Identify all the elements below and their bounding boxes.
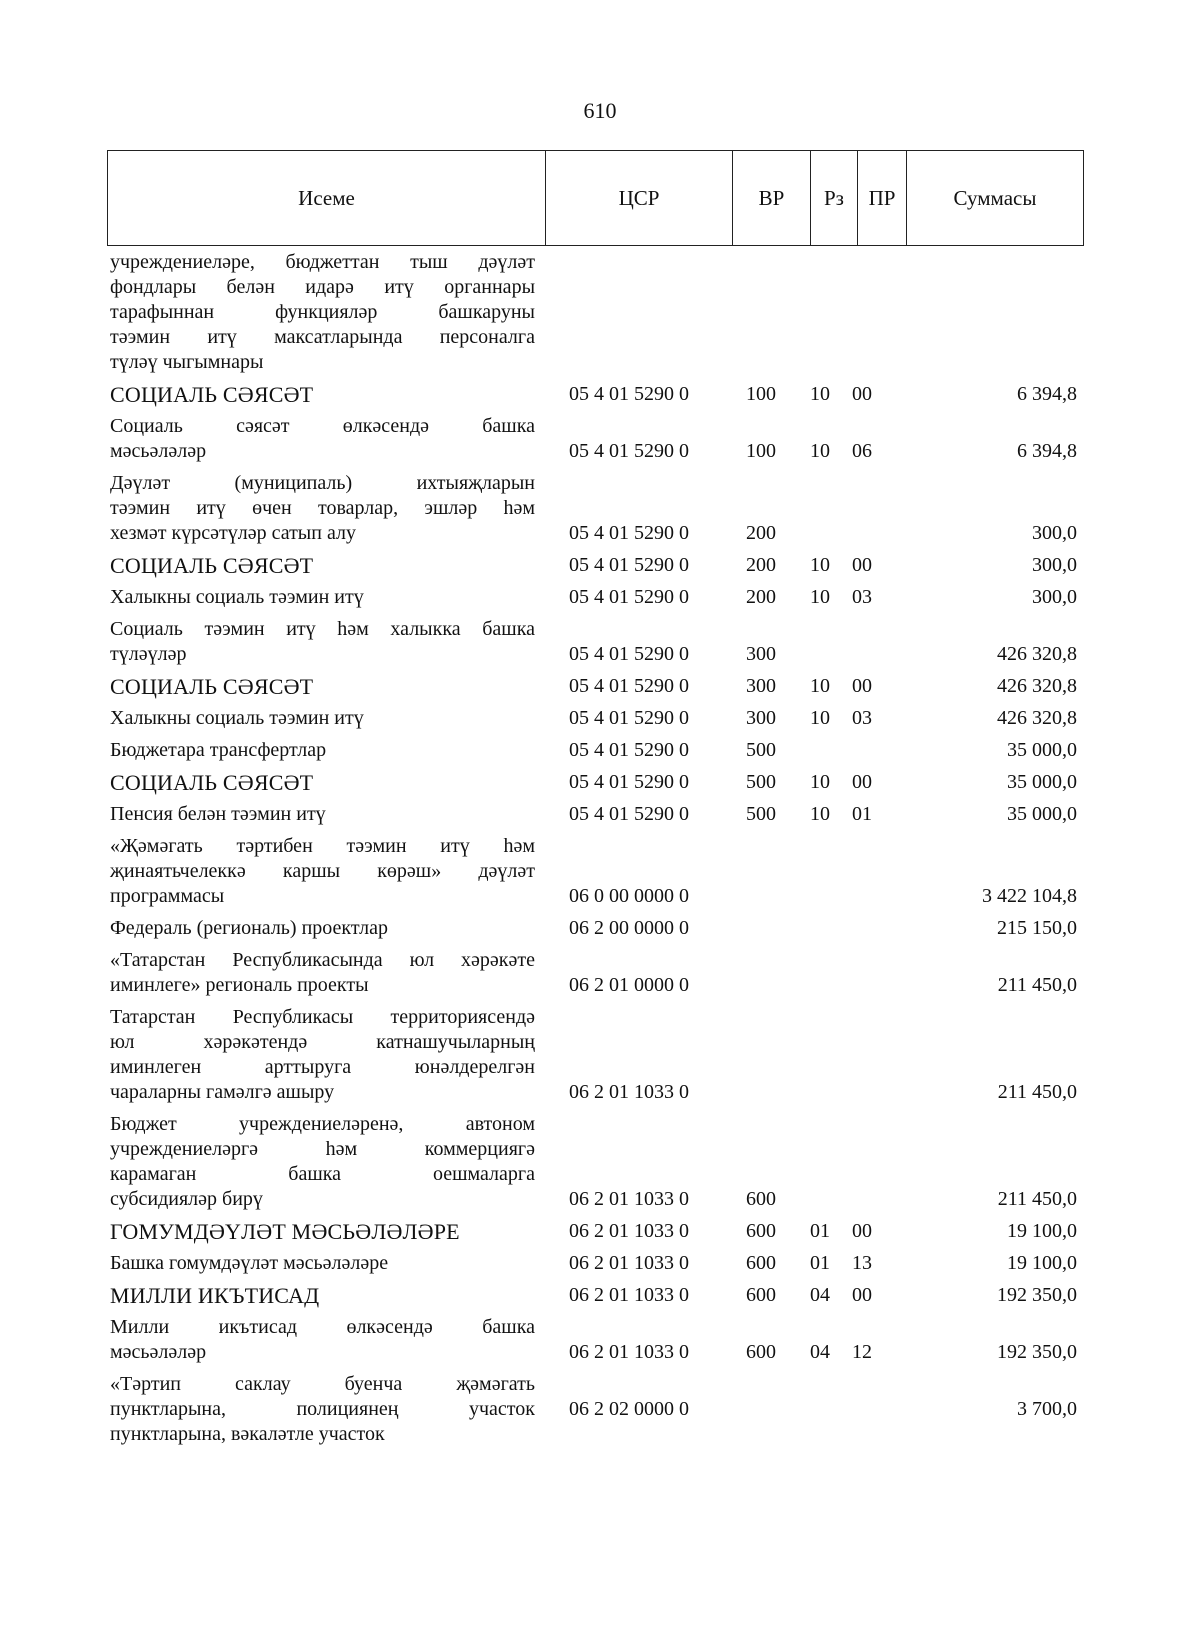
row-vr (718, 909, 788, 941)
row-sum: 6 394,8 (1017, 383, 1077, 405)
row-rz: 10 (810, 586, 830, 608)
row-csr: 06 2 00 0000 0 (569, 917, 689, 939)
row-name-line: пунктларына, вәкаләтле участок (110, 1423, 385, 1445)
row-csr: 06 2 02 0000 0 (569, 1398, 689, 1420)
row-rz: 10 (810, 707, 830, 729)
row-pr: 00 (852, 383, 872, 405)
table-row (110, 998, 1085, 1105)
row-rz: 01 (810, 1252, 830, 1274)
row-csr: 05 4 01 5290 0 (569, 440, 689, 462)
row-csr: 05 4 01 5290 0 (569, 383, 689, 405)
row-name (110, 795, 535, 827)
row-name-line: иминлеге» региональ проекты (110, 974, 369, 996)
header-rz: Рз (811, 151, 858, 246)
table-row (110, 909, 1085, 941)
row-name (110, 1365, 535, 1447)
row-csr: 06 2 01 1033 0 (569, 1341, 689, 1363)
row-name-line: түләүләр (110, 643, 187, 665)
row-rz (788, 610, 838, 667)
table-header (107, 150, 1084, 246)
table-row (110, 795, 1085, 827)
table-row (110, 667, 1085, 699)
row-name-line: чараларны гамәлгә ашыру (110, 1081, 335, 1103)
row-name-line: карамаган башка оешмаларга (110, 1163, 535, 1185)
row-name-line: җинаятьчелеккә каршы көрәш» дәүләт (110, 860, 535, 882)
row-pr (838, 1105, 900, 1212)
row-name-line: иминлеген арттыруга юнәлдерелгән (110, 1056, 535, 1078)
row-name-line: СОЦИАЛЬ СӘЯСӘТ (110, 770, 314, 795)
row-rz (788, 909, 838, 941)
table-row (110, 731, 1085, 763)
row-name-line: түләү чыгымнары (110, 351, 264, 373)
row-rz (788, 827, 838, 909)
row-name-line: Пенсия белән тәэмин итү (110, 803, 326, 825)
table-row (110, 1308, 1085, 1365)
row-csr: 06 2 01 1033 0 (569, 1284, 689, 1306)
row-name (110, 667, 535, 699)
row-sum: 192 350,0 (997, 1284, 1077, 1306)
row-sum: 3 700,0 (1017, 1398, 1077, 1420)
row-pr: 13 (852, 1252, 872, 1274)
row-sum: 426 320,8 (997, 707, 1077, 729)
row-rz (788, 1105, 838, 1212)
table-row (110, 1212, 1085, 1244)
row-name (110, 827, 535, 909)
row-sum: 211 450,0 (997, 974, 1077, 996)
row-sum: 215 150,0 (997, 917, 1077, 939)
row-name-line: Башка гомумдәүләт мәсьәләләре (110, 1252, 389, 1274)
row-name-line: тәэмин итү өчен товарлар, эшләр һәм (110, 497, 535, 519)
row-pr (838, 941, 900, 998)
row-vr: 100 (746, 383, 776, 405)
row-vr: 300 (746, 643, 776, 665)
page-number: 610 (583, 98, 617, 123)
row-pr (838, 610, 900, 667)
row-name-line: Социаль сәясәт өлкәсендә башка (110, 415, 535, 437)
row-pr (838, 1365, 900, 1447)
row-pr (838, 250, 900, 375)
row-sum: 35 000,0 (1007, 739, 1077, 761)
table-row (110, 250, 1085, 375)
row-name (110, 731, 535, 763)
row-csr: 05 4 01 5290 0 (569, 739, 689, 761)
table-row (110, 1105, 1085, 1212)
row-vr: 200 (746, 586, 776, 608)
row-csr: 05 4 01 5290 0 (569, 675, 689, 697)
row-vr: 300 (746, 707, 776, 729)
row-sum: 6 394,8 (1017, 440, 1077, 462)
row-pr: 06 (852, 440, 872, 462)
row-sum: 35 000,0 (1007, 771, 1077, 793)
table-row (110, 1276, 1085, 1308)
row-csr: 05 4 01 5290 0 (569, 803, 689, 825)
row-vr: 100 (746, 440, 776, 462)
row-name-line: Дәүләт (муниципаль) ихтыяҗларын (110, 472, 535, 494)
row-rz: 01 (810, 1220, 830, 1242)
row-rz: 10 (810, 554, 830, 576)
row-csr: 05 4 01 5290 0 (569, 554, 689, 576)
row-vr: 600 (746, 1220, 776, 1242)
row-csr: 05 4 01 5290 0 (569, 522, 689, 544)
row-pr: 01 (852, 803, 872, 825)
row-name (110, 1276, 535, 1308)
row-sum: 192 350,0 (997, 1341, 1077, 1363)
row-pr: 12 (852, 1341, 872, 1363)
header-sum: Суммасы (907, 151, 1084, 246)
row-pr: 00 (852, 1220, 872, 1242)
table-row (110, 827, 1085, 909)
row-sum: 3 422 104,8 (982, 885, 1077, 907)
row-pr: 00 (852, 1284, 872, 1306)
row-pr (838, 827, 900, 909)
row-name-line: субсидияләр бирү (110, 1188, 263, 1210)
row-name (110, 375, 535, 407)
row-pr (838, 909, 900, 941)
row-rz (788, 464, 838, 546)
table-row (110, 375, 1085, 407)
row-csr: 05 4 01 5290 0 (569, 707, 689, 729)
row-name-line: Татарстан Республикасы территориясендә (110, 1006, 535, 1028)
row-rz: 04 (810, 1341, 830, 1363)
row-csr: 06 2 01 1033 0 (569, 1220, 689, 1242)
row-vr: 600 (746, 1188, 776, 1210)
row-name-line: пунктларына, полициянең участок (110, 1398, 535, 1420)
header-name: Исеме (108, 151, 546, 246)
row-vr: 600 (746, 1341, 776, 1363)
row-rz (788, 941, 838, 998)
row-name-line: Милли икътисад өлкәсендә башка (110, 1316, 535, 1338)
row-sum: 211 450,0 (997, 1081, 1077, 1103)
row-name-line: СОЦИАЛЬ СӘЯСӘТ (110, 382, 314, 407)
row-vr (718, 827, 788, 909)
row-vr: 300 (746, 675, 776, 697)
row-name-line: мәсьәләләр (110, 440, 207, 462)
row-name (110, 998, 535, 1105)
header-pr: ПР (858, 151, 907, 246)
row-vr: 500 (746, 771, 776, 793)
row-sum: 426 320,8 (997, 675, 1077, 697)
header-vr: ВР (733, 151, 811, 246)
row-name-line: тәэмин итү максатларында персоналга (110, 326, 535, 348)
row-name-line: хезмәт күрсәтүләр сатып алу (110, 522, 356, 544)
row-sum: 300,0 (1032, 522, 1077, 544)
row-pr: 00 (852, 771, 872, 793)
table-row (110, 1244, 1085, 1276)
row-rz: 10 (810, 675, 830, 697)
row-name-line: юл хәрәкәтендә катнашучыларның (110, 1031, 535, 1053)
row-name-line: учреждениеләргә һәм коммерциягә (110, 1138, 535, 1160)
table-row (110, 699, 1085, 731)
row-name (110, 1105, 535, 1212)
row-sum: 211 450,0 (997, 1188, 1077, 1210)
row-name (110, 909, 535, 941)
row-name-line: МИЛЛИ ИКЪТИСАД (110, 1283, 320, 1308)
row-csr: 06 2 01 1033 0 (569, 1188, 689, 1210)
row-name (110, 250, 535, 375)
row-vr (718, 250, 788, 375)
row-name (110, 941, 535, 998)
row-name (110, 546, 535, 578)
table-row (110, 610, 1085, 667)
row-csr: 06 0 00 0000 0 (569, 885, 689, 907)
row-vr: 500 (746, 803, 776, 825)
row-rz (788, 731, 838, 763)
row-name-line: «Татарстан Республикасында юл хәрәкәте (110, 949, 535, 971)
row-csr (535, 250, 718, 375)
row-vr (718, 1365, 788, 1447)
row-rz: 10 (810, 440, 830, 462)
row-pr (838, 731, 900, 763)
row-pr (838, 998, 900, 1105)
row-rz: 04 (810, 1284, 830, 1306)
row-vr: 600 (746, 1284, 776, 1306)
row-name-line: Халыкны социаль тәэмин итү (110, 707, 364, 729)
row-vr (718, 998, 788, 1105)
row-sum: 19 100,0 (1007, 1220, 1077, 1242)
row-csr: 06 2 01 0000 0 (569, 974, 689, 996)
row-name-line: «Тәртип саклау буенча җәмәгать (110, 1373, 535, 1395)
row-name-line: программасы (110, 885, 225, 907)
row-name-line: Халыкны социаль тәэмин итү (110, 586, 364, 608)
row-sum: 19 100,0 (1007, 1252, 1077, 1274)
row-name-line: «Җәмәгать тәртибен тәэмин итү һәм (110, 835, 535, 857)
row-name-line: тарафыннан функцияләр башкаруны (110, 301, 535, 323)
row-name (110, 763, 535, 795)
row-rz (788, 1365, 838, 1447)
row-name (110, 464, 535, 546)
row-sum: 426 320,8 (997, 643, 1077, 665)
row-rz (788, 998, 838, 1105)
row-pr: 00 (852, 675, 872, 697)
row-csr: 05 4 01 5290 0 (569, 643, 689, 665)
row-csr: 05 4 01 5290 0 (569, 586, 689, 608)
table-row (110, 546, 1085, 578)
row-name (110, 578, 535, 610)
row-vr (718, 941, 788, 998)
row-name (110, 699, 535, 731)
table-row (110, 578, 1085, 610)
row-csr: 06 2 01 1033 0 (569, 1252, 689, 1274)
row-rz (788, 250, 838, 375)
row-name-line: Бюджет учреждениеләренә, автоном (110, 1113, 535, 1135)
table-row (110, 763, 1085, 795)
budget-table (110, 250, 1085, 1447)
row-name-line: учреждениеләре, бюджеттан тыш дәүләт (110, 251, 535, 273)
row-vr: 200 (746, 522, 776, 544)
table-row (110, 407, 1085, 464)
table-row (110, 464, 1085, 546)
row-rz: 10 (810, 383, 830, 405)
row-rz: 10 (810, 771, 830, 793)
row-vr: 500 (746, 739, 776, 761)
header-csr: ЦСР (546, 151, 733, 246)
row-rz: 10 (810, 803, 830, 825)
row-pr: 00 (852, 554, 872, 576)
row-sum: 300,0 (1032, 554, 1077, 576)
row-pr: 03 (852, 707, 872, 729)
row-name-line: Бюджетара трансфертлар (110, 739, 327, 761)
row-sum: 300,0 (1032, 586, 1077, 608)
row-vr: 200 (746, 554, 776, 576)
row-csr: 05 4 01 5290 0 (569, 771, 689, 793)
row-name (110, 407, 535, 464)
row-name-line: ГОМУМДӘҮЛӘТ МӘСЬӘЛӘЛӘРЕ (110, 1219, 460, 1244)
row-pr: 03 (852, 586, 872, 608)
row-name-line: Социаль тәэмин итү һәм халыкка башка (110, 618, 535, 640)
row-name (110, 610, 535, 667)
row-name-line: мәсьәләләр (110, 1341, 207, 1363)
row-pr (838, 464, 900, 546)
row-name-line: СОЦИАЛЬ СӘЯСӘТ (110, 553, 314, 578)
table-row (110, 1365, 1085, 1447)
row-name-line: СОЦИАЛЬ СӘЯСӘТ (110, 674, 314, 699)
row-name (110, 1308, 535, 1365)
row-vr: 600 (746, 1252, 776, 1274)
row-name (110, 1212, 535, 1244)
row-sum (900, 250, 1085, 375)
row-name-line: Федераль (региональ) проектлар (110, 917, 388, 939)
table-row (110, 941, 1085, 998)
row-name (110, 1244, 535, 1276)
row-sum: 35 000,0 (1007, 803, 1077, 825)
row-name-line: фондлары белән идарә итү органнары (110, 276, 535, 298)
row-csr: 06 2 01 1033 0 (569, 1081, 689, 1103)
